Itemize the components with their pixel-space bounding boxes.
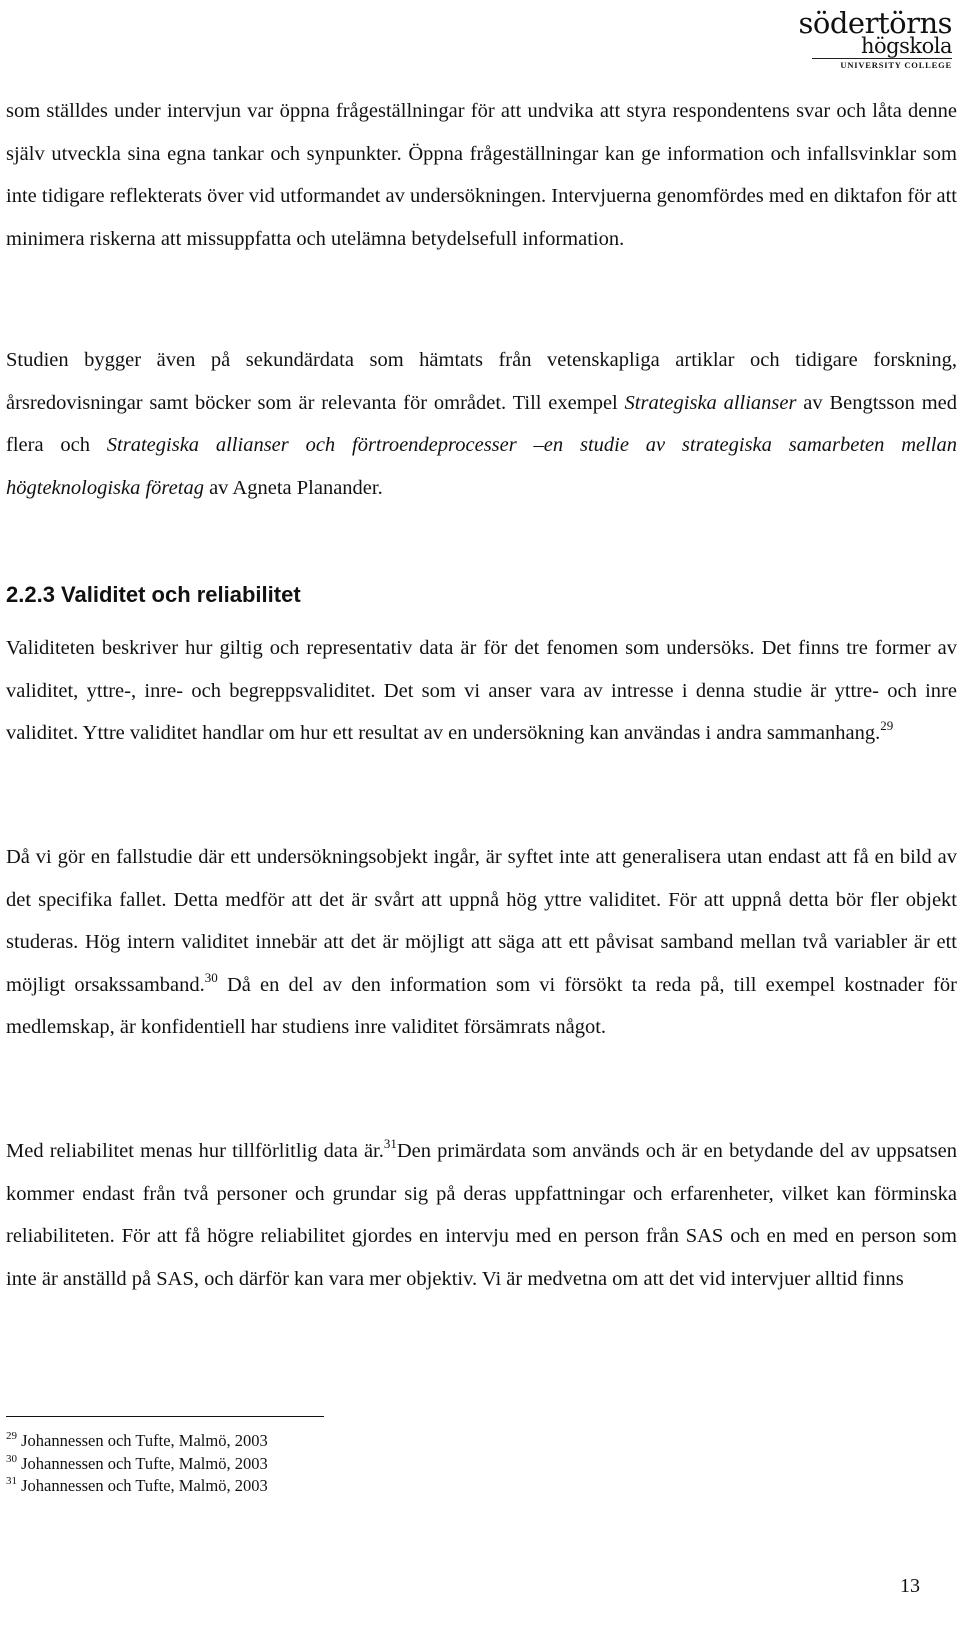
section-heading: 2.2.3 Validitet och reliabilitet — [6, 582, 301, 607]
paragraph-secondary-data — [6, 339, 957, 509]
footnote — [6, 1475, 268, 1498]
footnote-number: 29 — [6, 1430, 17, 1442]
footnote — [6, 1453, 268, 1476]
paragraph-text: Då vi gör en fallstudie där ett undersökningsobjekt ingår, är syftet inte att generalisera utan endast att få en bild av det specifika fallet. Detta medför att det är svårt att uppnå hög yttre validitet. För att uppnå detta bör fler objekt studeras. Hög intern validitet innebär att det är möjligt att säga att ett påvisat samband mellan två variabler är ett möjligt orsakssamband. — [6, 846, 957, 996]
footnote-number: 31 — [6, 1475, 17, 1487]
footnote-ref-31: 31 — [383, 1136, 397, 1151]
paragraph-reliability — [6, 1130, 957, 1300]
university-logo — [798, 6, 956, 70]
logo-tagline: UNIVERSITY COLLEGE — [840, 60, 952, 70]
footnotes — [6, 1430, 268, 1498]
paragraph-text: av Bengtsson med flera och — [6, 391, 957, 456]
paragraph-text: Studien bygger även på sekundärdata som hämtats från vetenskapliga artiklar och tidigare forskning, årsredovisningar samt böcker som är relevanta för området. Till exempel — [6, 349, 957, 414]
footnote-ref-30: 30 — [204, 969, 218, 985]
page-number: 13 — [900, 1575, 920, 1597]
paragraph-validity — [6, 627, 957, 755]
footnote — [6, 1430, 268, 1453]
paragraph-text: Validiteten beskriver hur giltig och representativ data är för det fenomen som undersöks. Det finns tre former av validitet, yttre-, inre- och begreppsvaliditet. Det som vi anser vara av intresse i denna studie är yttre- och inre validitet. Yttre validitet handlar om hur ett resultat av en undersökning kan användas i andra sammanhang. — [6, 637, 957, 744]
book-title-strategiska-allianser: Strategiska allianser — [624, 391, 797, 414]
paragraph-text: Den primärdata som används och är en betydande del av uppsatsen kommer endast från två personer och grundar sig på deras uppfattningar och erfarenheter, vilket kan förminska reliabiliteten. För att få högre reliabilitet gjordes en intervju med en person från SAS och en med en person som inte är anställd på SAS, och därför kan vara mer objektiv. Vi är medvetna om att det vid intervjuer alltid finns — [6, 1140, 957, 1290]
footnote-text: Johannessen och Tufte, Malmö, 2003 — [21, 1476, 268, 1495]
book-title-planander: Strategiska allianser och förtroendeprocesser –en studie av strategiska samarbeten mellan högteknologiska företag — [6, 434, 957, 499]
footnote-number: 30 — [6, 1452, 17, 1465]
paragraph-text: av Agneta Planander. — [203, 476, 383, 499]
footnote-text: Johannessen och Tufte, Malmö, 2003 — [21, 1431, 268, 1450]
footnote-separator — [6, 1416, 324, 1417]
logo-divider — [812, 58, 952, 59]
paragraph-text: Med reliabilitet menas hur tillförlitlig data är. — [6, 1140, 384, 1162]
paragraph-case-study — [6, 836, 957, 1049]
logo-wordmark-line2: högskola — [861, 34, 952, 58]
paragraph-interview-method: som ställdes under intervjun var öppna frågeställningar för att undvika att styra respondentens svar och låta denne själv utveckla sina egna tankar och synpunkter. Öppna frågeställningar kan ge information och infallsvinklar som inte tidigare reflekterats över vid utformandet av undersökningen. Intervjuerna genomfördes med en diktafon för att minimera riskerna att missuppfatta och utelämna betydelsefull information. — [6, 100, 957, 250]
footnote-text: Johannessen och Tufte, Malmö, 2003 — [21, 1453, 268, 1473]
footnote-ref-29: 29 — [880, 718, 894, 733]
logo-wordmark-line1: södertörns — [798, 6, 952, 40]
paragraph-text: Då en del av den information som vi försökt ta reda på, till exempel kostnader för medlemskap, är konfidentiell har studiens inre validitet försämrats något. — [6, 973, 958, 1038]
